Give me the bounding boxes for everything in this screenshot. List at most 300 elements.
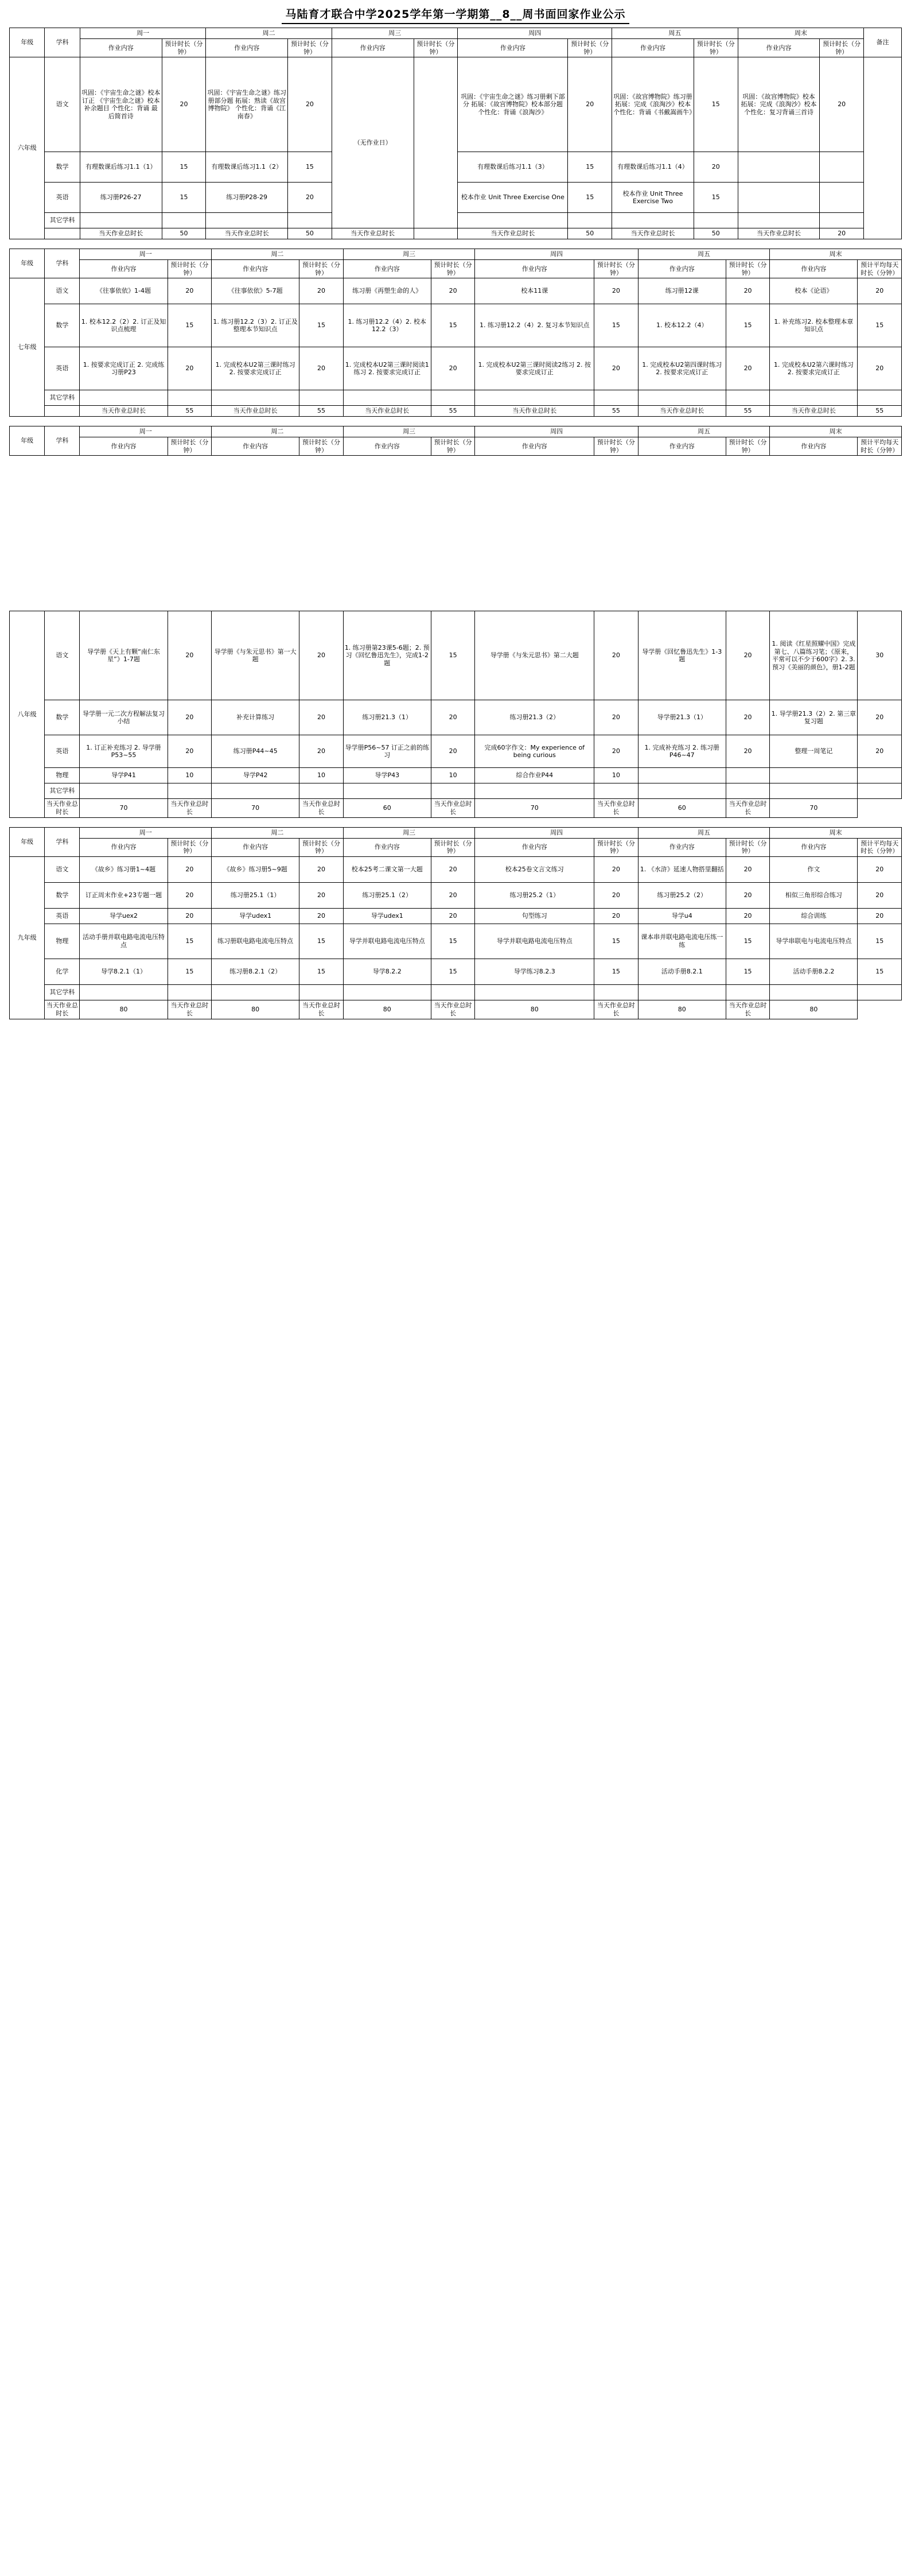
empty-cell (858, 799, 902, 818)
cell-minutes: 20 (726, 909, 770, 924)
daytotal-value: 55 (299, 406, 344, 417)
cell-content (638, 985, 726, 1000)
cell-content: 导学并联电路电流电压特点 (475, 924, 594, 959)
mon-content-header: 作业内容 (80, 259, 168, 278)
daytotal-label: 当天作业总时长 (80, 228, 162, 239)
cell-content: 导学P42 (212, 768, 299, 783)
cell-content: 1. 完成校本U2第四课时练习2. 按要求完成订正 (638, 347, 726, 390)
subject-label: 英语 (45, 183, 80, 213)
table-row (10, 857, 902, 883)
thu-content-header: 作业内容 (475, 838, 594, 857)
subject-label: 其它学科 (45, 783, 80, 799)
grade7-table (9, 249, 902, 417)
cell-content: 校本11课 (475, 278, 594, 304)
table-row (10, 390, 902, 406)
subject-label: 语文 (45, 278, 80, 304)
daytotal-label: 当天作业总时长 (168, 799, 212, 818)
cell-minutes: 15 (431, 959, 475, 985)
wed-content-header: 作业内容 (343, 838, 431, 857)
daytotal-value: 80 (770, 1000, 858, 1019)
subject-label: 数学 (45, 304, 80, 347)
friday-header: 周五 (638, 827, 770, 838)
cell-minutes: 20 (858, 347, 902, 390)
cell-content: 校本25考二课文第一大题 (343, 857, 431, 883)
cell-content: 《往事依依》1-4题 (80, 278, 168, 304)
daytotal-label: 当天作业总时长 (332, 228, 414, 239)
remark-header: 备注 (864, 28, 902, 57)
cell-content: 有理数课后练习1.1（1） (80, 152, 162, 183)
cell-minutes: 20 (858, 700, 902, 735)
weekend-header: 周末 (770, 426, 902, 437)
fri-content-header: 作业内容 (638, 838, 726, 857)
daytotal-value: 20 (820, 228, 864, 239)
tue-minutes-header: 预计时长（分钟） (299, 437, 344, 456)
cell-minutes (594, 390, 639, 406)
thursday-header: 周四 (475, 426, 638, 437)
cell-minutes (726, 783, 770, 799)
cell-content: 导学册《与朱元思书》第二大题 (475, 611, 594, 700)
daytotal-label-spacer (45, 228, 80, 239)
grade-label: 六年级 (10, 57, 45, 239)
subject-label: 数学 (45, 883, 80, 909)
cell-minutes (168, 783, 212, 799)
cell-minutes: 20 (299, 883, 344, 909)
cell-content (738, 183, 820, 213)
page-break-blank-area (0, 456, 911, 611)
cell-content: 练习册联电路电流电压特点 (212, 924, 299, 959)
cell-minutes: 20 (858, 735, 902, 768)
cell-content: 导学册21.3（1） (638, 700, 726, 735)
cell-content: 巩固：《宇宙生命之谜》练习册剩下部分 拓展：《故宫博物院》校本部分题 个性化：背诵《浪淘沙》 (458, 57, 568, 152)
daytotal-label: 当天作业总时长 (45, 1000, 80, 1019)
daytotal-label: 当天作业总时长 (726, 799, 770, 818)
fri-content-header: 作业内容 (638, 437, 726, 456)
cell-minutes: 10 (168, 768, 212, 783)
fri-minutes-header: 预计时长（分钟） (726, 437, 770, 456)
cell-content: 练习册25.1（2） (343, 883, 431, 909)
subject-label: 化学 (45, 959, 80, 985)
cell-content: 1. 订正补充练习 2. 导学册P53~55 (80, 735, 168, 768)
page-title: 马陆育才联合中学2025学年第一学期第__8__周书面回家作业公示 (282, 5, 629, 24)
cell-minutes: 20 (168, 700, 212, 735)
mon-minutes-header: 预计时长（分钟） (168, 437, 212, 456)
daytotal-value: 80 (638, 1000, 726, 1019)
cell-minutes (168, 390, 212, 406)
daytotal-label: 当天作业总时长 (431, 799, 475, 818)
cell-minutes: 15 (594, 924, 639, 959)
cell-minutes: 20 (299, 700, 344, 735)
mon-minutes-header: 预计时长（分钟） (168, 838, 212, 857)
cell-content: 有理数课后练习1.1（2） (206, 152, 288, 183)
cell-minutes: 20 (858, 278, 902, 304)
empty-cell (858, 1000, 902, 1019)
cell-content: 1. 阅读《红星照耀中国》完成第七、八篇练习笔；《原来，平常可以不少于600字》2. 3. 预习《美丽的颜色》，册1-2题 (770, 611, 858, 700)
cell-content: 《故乡》练习册1~4题 (80, 857, 168, 883)
cell-minutes (299, 985, 344, 1000)
daytotal-value: 55 (168, 406, 212, 417)
friday-header: 周五 (638, 249, 770, 260)
cell-minutes: 15 (162, 152, 206, 183)
table-row (10, 304, 902, 347)
cell-minutes: 20 (726, 347, 770, 390)
cell-content: 巩固：《宇宙生命之谜》校本订正 《宇宙生命之谜》校本补余题目 个性化：背诵 最后简首诗 (80, 57, 162, 152)
homework-public-notice-page (0, 0, 911, 1029)
tue-minutes-header: 预计时长（分钟） (299, 838, 344, 857)
section-spacer (0, 417, 911, 426)
cell-minutes: 20 (168, 909, 212, 924)
subheader-row (10, 437, 902, 456)
wed-content-header: 作业内容 (343, 437, 431, 456)
monday-header: 周一 (80, 426, 212, 437)
cell-minutes: 10 (594, 768, 639, 783)
cell-minutes: 10 (431, 768, 475, 783)
daytotal-value: 70 (475, 799, 594, 818)
cell-minutes: 20 (168, 857, 212, 883)
daytotal-value: 55 (726, 406, 770, 417)
weekend-header: 周末 (770, 249, 902, 260)
cell-content (80, 783, 168, 799)
daytotal-value: 60 (343, 799, 431, 818)
cell-minutes: 15 (168, 304, 212, 347)
cell-content (638, 390, 726, 406)
cell-minutes (858, 985, 902, 1000)
wednesday-header: 周三 (343, 249, 475, 260)
section-spacer (0, 818, 911, 827)
cell-minutes (299, 390, 344, 406)
cell-minutes: 20 (431, 857, 475, 883)
daytotal-label: 当天作业总时长 (206, 228, 288, 239)
cell-minutes (299, 783, 344, 799)
cell-content (770, 768, 858, 783)
daytotal-value: 55 (431, 406, 475, 417)
cell-minutes: 20 (726, 883, 770, 909)
weekend-content-header: 作业内容 (770, 437, 858, 456)
monday-header: 周一 (80, 249, 212, 260)
cell-minutes: 15 (858, 924, 902, 959)
cell-minutes (288, 213, 332, 228)
fri-content-header: 作业内容 (638, 259, 726, 278)
cell-minutes: 20 (594, 735, 639, 768)
cell-minutes: 15 (858, 304, 902, 347)
tue-minutes-header: 预计时长（分钟） (288, 38, 332, 57)
subject-label: 英语 (45, 735, 80, 768)
daytotal-label: 当天作业总时长 (45, 799, 80, 818)
tuesday-header: 周二 (206, 28, 332, 39)
cell-minutes: 15 (694, 57, 738, 152)
table-row (10, 57, 902, 152)
cell-content: 导学u4 (638, 909, 726, 924)
cell-minutes: 20 (594, 909, 639, 924)
cell-content (770, 390, 858, 406)
cell-minutes (414, 57, 458, 228)
thursday-header: 周四 (458, 28, 612, 39)
mon-content-header: 作业内容 (80, 38, 162, 57)
cell-minutes: 20 (431, 735, 475, 768)
cell-content: 1. 完成校本U2第三课时练习2. 按要求完成订正 (212, 347, 299, 390)
table-row (10, 909, 902, 924)
cell-minutes (820, 183, 864, 213)
subject-label: 英语 (45, 347, 80, 390)
weekend-content-header: 作业内容 (738, 38, 820, 57)
wed-minutes-header: 预计时长（分钟） (431, 259, 475, 278)
friday-header: 周五 (638, 426, 770, 437)
cell-minutes: 15 (568, 152, 612, 183)
cell-minutes: 20 (726, 278, 770, 304)
cell-content: 综合作业P44 (475, 768, 594, 783)
daytotal-label: 当天作业总时长 (594, 799, 639, 818)
fri-minutes-header: 预计时长（分钟） (694, 38, 738, 57)
cell-content: 校本作业 Unit Three Exercise One (458, 183, 568, 213)
cell-content: 导学udex1 (343, 909, 431, 924)
cell-content: 练习册8.2.1（2） (212, 959, 299, 985)
cell-content (212, 985, 299, 1000)
cell-minutes: 15 (726, 924, 770, 959)
wednesday-header: 周三 (343, 426, 475, 437)
cell-content (458, 213, 568, 228)
thursday-header: 周四 (475, 827, 638, 838)
daytotal-value: 55 (858, 406, 902, 417)
cell-minutes (858, 390, 902, 406)
grade8-header-table (9, 426, 902, 456)
cell-minutes (726, 768, 770, 783)
cell-content: 有理数课后练习1.1（4） (612, 152, 694, 183)
cell-minutes: 20 (858, 883, 902, 909)
cell-content: 1. 练习册第23课5-6题；2. 预习《回忆鲁迅先生》，完成1-2题 (343, 611, 431, 700)
daytotal-label: 当天作业总时长 (726, 1000, 770, 1019)
subject-label: 数学 (45, 152, 80, 183)
cell-content: 1. 完成校本U2第六课时练习2. 按要求完成订正 (770, 347, 858, 390)
cell-content: 练习册P44~45 (212, 735, 299, 768)
daytotal-label: 当天作业总时长 (770, 406, 858, 417)
cell-minutes: 20 (288, 57, 332, 152)
weekend-minutes-header: 预计时长（分钟） (820, 38, 864, 57)
bottom-spacer (0, 1019, 911, 1029)
cell-minutes: 15 (299, 959, 344, 985)
weekday-header-row (10, 827, 902, 838)
daily-total-row (10, 228, 902, 239)
cell-content: 巩固：《宇宙生命之谜》练习册部分题 拓展：熟读《故宫博物院》 个性化：背诵《江南春》 (206, 57, 288, 152)
wed-minutes-header: 预计时长（分钟） (414, 38, 458, 57)
cell-minutes: 15 (431, 924, 475, 959)
cell-content (343, 783, 431, 799)
cell-minutes: 15 (288, 152, 332, 183)
cell-content: 1. 练习册12.2（3）2. 订正及整理本节知识点 (212, 304, 299, 347)
cell-minutes: 20 (820, 57, 864, 152)
cell-content (80, 985, 168, 1000)
cell-content: 1. 校本12.2（4） (638, 304, 726, 347)
cell-minutes: 15 (694, 183, 738, 213)
cell-content: 综合训练 (770, 909, 858, 924)
cell-minutes: 15 (168, 959, 212, 985)
cell-minutes: 15 (299, 924, 344, 959)
table-row (10, 768, 902, 783)
daytotal-label: 当天作业总时长 (80, 406, 168, 417)
cell-content: 1. 《水浒》延速人物搭里翻括 (638, 857, 726, 883)
cell-minutes: 20 (168, 278, 212, 304)
friday-header: 周五 (612, 28, 738, 39)
cell-content: 活动手册8.2.1 (638, 959, 726, 985)
cell-content (206, 213, 288, 228)
daytotal-value: 80 (343, 1000, 431, 1019)
cell-content: 练习册《再塑生命的人》 (343, 278, 431, 304)
cell-content: 导学册《与朱元思书》第一大题 (212, 611, 299, 700)
table-row (10, 611, 902, 700)
daytotal-label-spacer (45, 406, 80, 417)
cell-content (770, 783, 858, 799)
subject-label: 其它学科 (45, 213, 80, 228)
daytotal-label: 当天作业总时长 (299, 1000, 344, 1019)
table-row (10, 735, 902, 768)
daytotal-label: 当天作业总时长 (168, 1000, 212, 1019)
grade8-table (9, 611, 902, 818)
cell-minutes: 15 (726, 959, 770, 985)
thu-minutes-header: 预计时长（分钟） (594, 437, 639, 456)
cell-content: 导学串联电与电流电压特点 (770, 924, 858, 959)
daytotal-value: 70 (212, 799, 299, 818)
cell-minutes: 20 (168, 611, 212, 700)
daytotal-value: 80 (80, 1000, 168, 1019)
cell-minutes: 20 (168, 883, 212, 909)
cell-minutes: 20 (431, 278, 475, 304)
monday-header: 周一 (80, 827, 212, 838)
cell-content: 导学uex2 (80, 909, 168, 924)
cell-content: 1. 完成校本U2第三课时阅读1练习 2. 按要求完成订正 (343, 347, 431, 390)
weekend-header: 周末 (738, 28, 863, 39)
grade6-table (9, 28, 902, 239)
daytotal-value (414, 228, 458, 239)
cell-content: 导学册《天上有颗“南仁东星”》1-7题 (80, 611, 168, 700)
cell-minutes (594, 985, 639, 1000)
grade-label: 七年级 (10, 278, 45, 417)
tuesday-header: 周二 (212, 249, 344, 260)
thu-content-header: 作业内容 (475, 259, 594, 278)
cell-content: 句型练习 (475, 909, 594, 924)
cell-minutes (820, 213, 864, 228)
weekend-header: 周末 (770, 827, 902, 838)
fri-content-header: 作业内容 (612, 38, 694, 57)
cell-minutes: 10 (299, 768, 344, 783)
cell-content: 《故乡》练习册5~9题 (212, 857, 299, 883)
daytotal-label: 当天作业总时长 (594, 1000, 639, 1019)
table-row (10, 347, 902, 390)
subject-header: 学科 (45, 426, 80, 456)
fri-minutes-header: 预计时长（分钟） (726, 838, 770, 857)
cell-content: 练习册P28-29 (206, 183, 288, 213)
cell-minutes: 20 (288, 183, 332, 213)
cell-minutes: 20 (162, 57, 206, 152)
table-row (10, 883, 902, 909)
grade-header: 年级 (10, 249, 45, 278)
cell-content: 补充计算练习 (212, 700, 299, 735)
cell-minutes: 20 (299, 857, 344, 883)
cell-minutes: 20 (726, 735, 770, 768)
cell-minutes: 20 (726, 611, 770, 700)
cell-content: 1. 导学册21.3（2）2. 第三章复习题 (770, 700, 858, 735)
daytotal-value: 50 (694, 228, 738, 239)
cell-minutes: 15 (568, 183, 612, 213)
cell-content: 导学册一元二次方程解法复习小结 (80, 700, 168, 735)
daytotal-value: 80 (475, 1000, 594, 1019)
wed-minutes-header: 预计时长（分钟） (431, 437, 475, 456)
cell-minutes: 20 (594, 700, 639, 735)
cell-content: 1. 练习册12.2（4）2. 校本12.2（3） (343, 304, 431, 347)
cell-minutes: 20 (726, 857, 770, 883)
daytotal-label: 当天作业总时长 (343, 406, 431, 417)
cell-content (475, 783, 594, 799)
weekday-header-row (10, 249, 902, 260)
cell-content: 巩固：《故宫博物院》练习册 拓展：完成《浪淘沙》校本个性化：背诵《书戴嵩画牛》 (612, 57, 694, 152)
cell-content (770, 985, 858, 1000)
cell-minutes: 20 (431, 909, 475, 924)
cell-content (638, 768, 726, 783)
cell-minutes (431, 783, 475, 799)
subject-label: 语文 (45, 57, 80, 152)
cell-content: 练习册12课 (638, 278, 726, 304)
wed-minutes-header: 预计时长（分钟） (431, 838, 475, 857)
grade-label: 九年级 (10, 857, 45, 1019)
daily-total-row (10, 406, 902, 417)
cell-minutes (858, 783, 902, 799)
cell-content: 课本串并联电路电流电压练一练 (638, 924, 726, 959)
cell-content: 练习册21.3（1） (343, 700, 431, 735)
weekday-header-row (10, 28, 902, 39)
cell-minutes (162, 213, 206, 228)
cell-minutes (726, 390, 770, 406)
cell-minutes: 20 (858, 909, 902, 924)
cell-content: 1. 练习册12.2（4）2. 复习本节知识点 (475, 304, 594, 347)
tue-content-header: 作业内容 (206, 38, 288, 57)
cell-minutes: 20 (594, 883, 639, 909)
table-row (10, 985, 902, 1000)
table-row (10, 700, 902, 735)
cell-content: 1. 校本12.2（2）2. 订正及知识点梳理 (80, 304, 168, 347)
subject-label: 物理 (45, 924, 80, 959)
cell-minutes: 15 (299, 304, 344, 347)
grade-header: 年级 (10, 827, 45, 856)
table-row (10, 959, 902, 985)
subject-label: 语文 (45, 611, 80, 700)
cell-content: 导学练习8.2.3 (475, 959, 594, 985)
table-row (10, 278, 902, 304)
subject-header: 学科 (45, 249, 80, 278)
weekend-avg-header: 预计平均每天时长（分钟） (858, 259, 902, 278)
cell-minutes: 20 (299, 347, 344, 390)
wed-content-header: 作业内容 (343, 259, 431, 278)
cell-minutes: 20 (858, 857, 902, 883)
cell-minutes: 20 (594, 857, 639, 883)
thu-minutes-header: 预计时长（分钟） (594, 838, 639, 857)
cell-minutes (726, 985, 770, 1000)
subject-label: 物理 (45, 768, 80, 783)
cell-minutes: 15 (594, 304, 639, 347)
cell-content: 校本25卷文言文练习 (475, 857, 594, 883)
cell-minutes (858, 768, 902, 783)
cell-content (343, 985, 431, 1000)
grade-header: 年级 (10, 426, 45, 456)
fri-minutes-header: 预计时长（分钟） (726, 259, 770, 278)
cell-content: 导学P43 (343, 768, 431, 783)
cell-content: 导学册P56~57 订正之前的练习 (343, 735, 431, 768)
mon-content-header: 作业内容 (80, 838, 168, 857)
cell-minutes: 20 (299, 611, 344, 700)
daytotal-label: 当天作业总时长 (738, 228, 820, 239)
thu-content-header: 作业内容 (458, 38, 568, 57)
cell-minutes: 30 (858, 611, 902, 700)
mon-content-header: 作业内容 (80, 437, 168, 456)
no-homework-day-cell: （无作业日） (332, 57, 414, 228)
subheader-row (10, 38, 902, 57)
subject-label: 其它学科 (45, 390, 80, 406)
